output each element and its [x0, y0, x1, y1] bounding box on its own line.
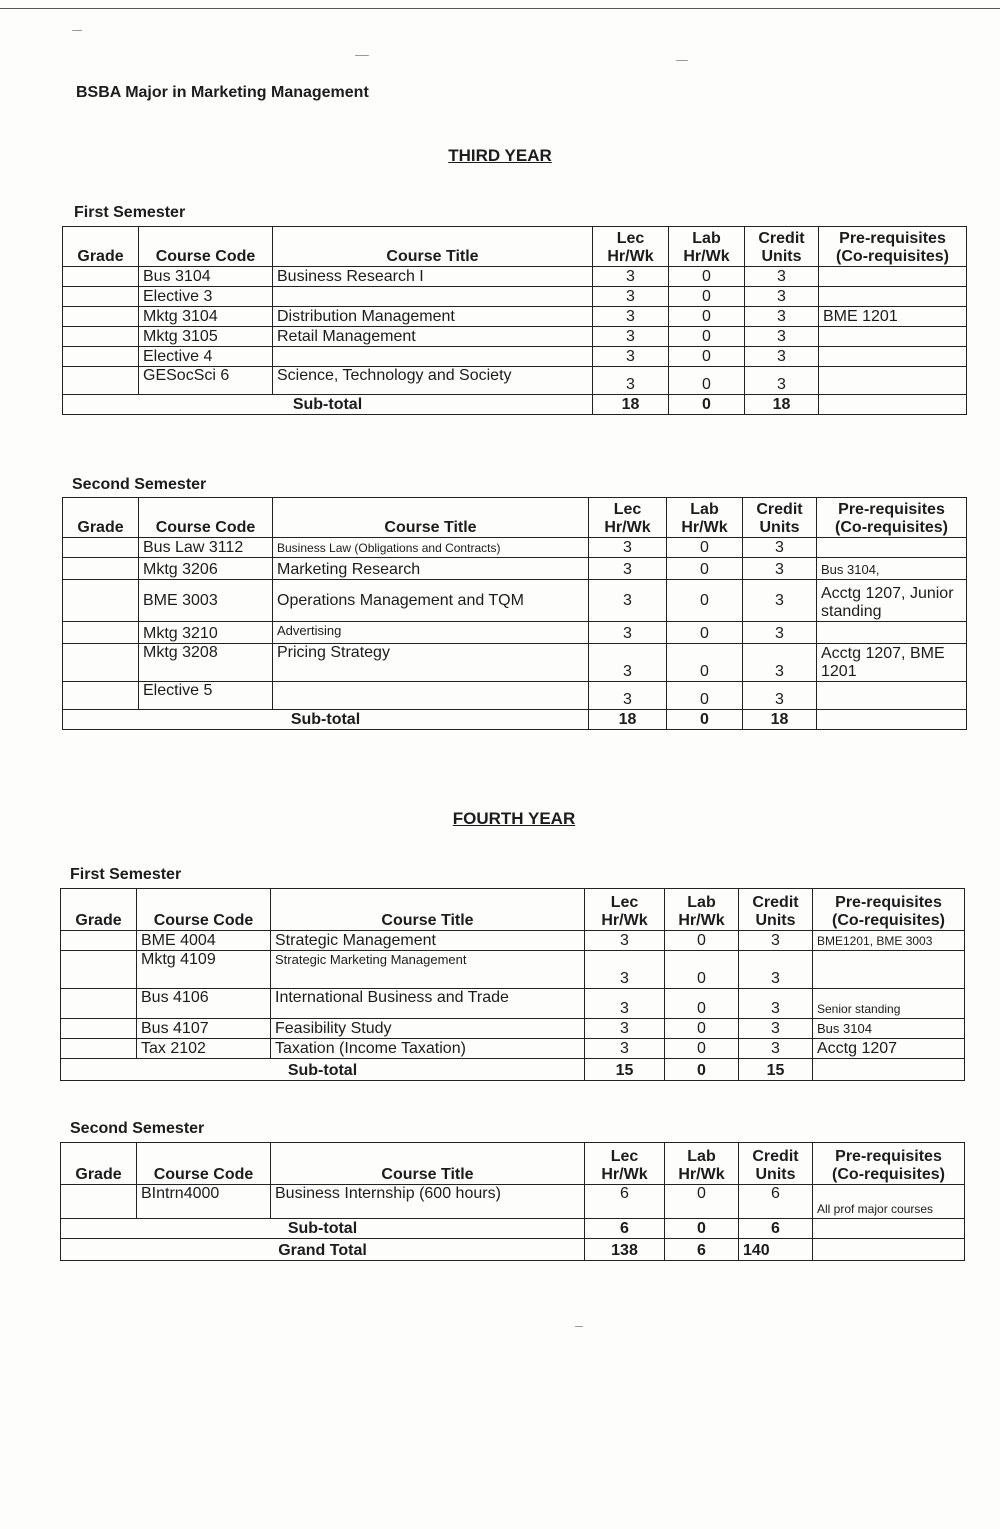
- lab-hours: 0: [667, 558, 743, 580]
- course-code: Mktg 3206: [139, 558, 273, 580]
- prerequisites: BME1201, BME 3003: [813, 931, 965, 951]
- semester-label: Second Semester: [70, 1120, 205, 1137]
- subtotal-prereq-empty: [813, 1219, 965, 1239]
- course-title: Business Research I: [273, 267, 593, 287]
- header-units: Credit Units: [739, 889, 813, 931]
- course-title: Operations Management and TQM: [273, 580, 589, 622]
- lec-hours: 3: [593, 347, 669, 367]
- top-border-line: [0, 8, 1000, 9]
- table-header-row: [61, 1143, 965, 1185]
- header-course-code: Course Code: [137, 889, 271, 931]
- lab-hours: 0: [667, 682, 743, 710]
- grade-cell: [63, 347, 139, 367]
- lab-hours: 0: [665, 1185, 739, 1219]
- header-grade: Grade: [61, 889, 137, 931]
- grade-cell: [61, 989, 137, 1019]
- course-code: Mktg 4109: [137, 951, 271, 989]
- lec-hours: 3: [589, 558, 667, 580]
- subtotal-prereq-empty: [819, 395, 967, 415]
- lec-hours: 3: [585, 1039, 665, 1059]
- credit-units: 3: [745, 327, 819, 347]
- lab-hours: 0: [665, 951, 739, 989]
- header-prereq: Pre-requisites (Co-requisites): [819, 227, 967, 267]
- header-prereq: Pre-requisites (Co-requisites): [813, 1143, 965, 1185]
- course-title: Science, Technology and Society: [273, 367, 593, 395]
- course-table-y3s2: [62, 497, 967, 730]
- credit-units: 3: [745, 307, 819, 327]
- prerequisites: [819, 347, 967, 367]
- table-row: [63, 538, 967, 558]
- lab-hours: 0: [665, 1019, 739, 1039]
- course-title: Taxation (Income Taxation): [271, 1039, 585, 1059]
- credit-units: 3: [739, 1039, 813, 1059]
- scan-speck: [355, 55, 369, 56]
- credit-units: 3: [739, 931, 813, 951]
- subtotal-label: Sub-total: [63, 395, 593, 415]
- subtotal-prereq-empty: [817, 710, 967, 730]
- table-header-row: [63, 498, 967, 538]
- credit-units: 3: [745, 267, 819, 287]
- grade-cell: [63, 538, 139, 558]
- table-row: [63, 622, 967, 644]
- document-title: BSBA Major in Marketing Management: [76, 84, 369, 101]
- course-code: GESocSci 6: [139, 367, 273, 395]
- prerequisites: [817, 622, 967, 644]
- prerequisites: [817, 682, 967, 710]
- header-lec: Lec Hr/Wk: [593, 227, 669, 267]
- subtotal-row: [61, 1219, 965, 1239]
- grade-cell: [63, 644, 139, 682]
- header-grade: Grade: [61, 1143, 137, 1185]
- course-title: International Business and Trade: [271, 989, 585, 1019]
- header-grade: Grade: [63, 498, 139, 538]
- grade-cell: [61, 931, 137, 951]
- grand-total-row: [61, 1239, 965, 1261]
- course-code: Bus 4106: [137, 989, 271, 1019]
- scan-speck: [72, 30, 82, 31]
- lec-hours: 3: [593, 287, 669, 307]
- lab-hours: 0: [669, 347, 745, 367]
- header-course-title: Course Title: [273, 227, 593, 267]
- grand-total-lec: 138: [585, 1239, 665, 1261]
- credit-units: 6: [739, 1185, 813, 1219]
- grade-cell: [63, 267, 139, 287]
- grand-total-units: 140: [739, 1239, 813, 1261]
- course-code: Bus 4107: [137, 1019, 271, 1039]
- course-code: Elective 3: [139, 287, 273, 307]
- prerequisites: Senior standing: [813, 989, 965, 1019]
- grade-cell: [63, 287, 139, 307]
- subtotal-label: Sub-total: [61, 1059, 585, 1081]
- credit-units: 3: [745, 287, 819, 307]
- lec-hours: 6: [585, 1185, 665, 1219]
- lab-hours: 0: [667, 644, 743, 682]
- grade-cell: [63, 307, 139, 327]
- table-row: [63, 367, 967, 395]
- lec-hours: 3: [585, 931, 665, 951]
- course-title: Business Law (Obligations and Contracts): [273, 538, 589, 558]
- course-title: Retail Management: [273, 327, 593, 347]
- course-table-y4s1: [60, 888, 965, 1081]
- grade-cell: [61, 1185, 137, 1219]
- course-code: BIntrn4000: [137, 1185, 271, 1219]
- course-title: Marketing Research: [273, 558, 589, 580]
- table-row: [63, 644, 967, 682]
- prerequisites: Acctg 1207: [813, 1039, 965, 1059]
- lec-hours: 3: [593, 267, 669, 287]
- table-header-row: [61, 889, 965, 931]
- lab-hours: 0: [667, 538, 743, 558]
- lec-hours: 3: [589, 538, 667, 558]
- course-title: Distribution Management: [273, 307, 593, 327]
- course-code: Mktg 3210: [139, 622, 273, 644]
- header-lab: Lab Hr/Wk: [665, 1143, 739, 1185]
- prerequisites: [819, 367, 967, 395]
- course-code: Mktg 3104: [139, 307, 273, 327]
- lab-hours: 0: [669, 367, 745, 395]
- credit-units: 3: [739, 951, 813, 989]
- header-prereq: Pre-requisites (Co-requisites): [813, 889, 965, 931]
- course-code: Bus Law 3112: [139, 538, 273, 558]
- subtotal-lab: 0: [665, 1059, 739, 1081]
- subtotal-units: 18: [743, 710, 817, 730]
- prerequisites: [819, 287, 967, 307]
- header-lab: Lab Hr/Wk: [669, 227, 745, 267]
- subtotal-row: [61, 1059, 965, 1081]
- subtotal-lab: 0: [667, 710, 743, 730]
- grade-cell: [61, 1039, 137, 1059]
- course-code: Mktg 3105: [139, 327, 273, 347]
- prerequisites: [819, 267, 967, 287]
- table-row: [63, 327, 967, 347]
- grade-cell: [61, 1019, 137, 1039]
- course-title: Feasibility Study: [271, 1019, 585, 1039]
- course-code: Elective 4: [139, 347, 273, 367]
- prerequisites: Acctg 1207, BME 1201: [817, 644, 967, 682]
- table-row: [61, 951, 965, 989]
- lab-hours: 0: [669, 267, 745, 287]
- table-row: [61, 1039, 965, 1059]
- table-row: [63, 580, 967, 622]
- credit-units: 3: [745, 367, 819, 395]
- lab-hours: 0: [667, 622, 743, 644]
- course-code: BME 4004: [137, 931, 271, 951]
- table-row: [63, 558, 967, 580]
- header-lec: Lec Hr/Wk: [585, 889, 665, 931]
- credit-units: 3: [743, 622, 817, 644]
- table-row: [63, 682, 967, 710]
- lec-hours: 3: [589, 682, 667, 710]
- subtotal-units: 15: [739, 1059, 813, 1081]
- credit-units: 3: [743, 558, 817, 580]
- grade-cell: [63, 558, 139, 580]
- header-course-title: Course Title: [271, 1143, 585, 1185]
- header-units: Credit Units: [739, 1143, 813, 1185]
- credit-units: 3: [743, 580, 817, 622]
- credit-units: 3: [743, 644, 817, 682]
- lec-hours: 3: [589, 644, 667, 682]
- course-title: [273, 682, 589, 710]
- lec-hours: 3: [585, 951, 665, 989]
- course-title: Pricing Strategy: [273, 644, 589, 682]
- subtotal-lec: 6: [585, 1219, 665, 1239]
- lab-hours: 0: [665, 989, 739, 1019]
- subtotal-lec: 18: [593, 395, 669, 415]
- course-table-y3s1: [62, 226, 967, 415]
- lab-hours: 0: [669, 307, 745, 327]
- grade-cell: [63, 367, 139, 395]
- scan-speck: [575, 1326, 583, 1327]
- header-units: Credit Units: [743, 498, 817, 538]
- grade-cell: [63, 622, 139, 644]
- header-course-code: Course Code: [137, 1143, 271, 1185]
- semester-label: First Semester: [70, 866, 182, 883]
- table-row: [63, 287, 967, 307]
- grade-cell: [63, 327, 139, 347]
- subtotal-lec: 15: [585, 1059, 665, 1081]
- lec-hours: 3: [593, 327, 669, 347]
- header-units: Credit Units: [745, 227, 819, 267]
- course-title: Strategic Management: [271, 931, 585, 951]
- lec-hours: 3: [593, 307, 669, 327]
- table-row: [61, 1185, 965, 1219]
- course-code: Mktg 3208: [139, 644, 273, 682]
- subtotal-units: 18: [745, 395, 819, 415]
- subtotal-row: [63, 710, 967, 730]
- subtotal-label: Sub-total: [61, 1219, 585, 1239]
- credit-units: 3: [743, 538, 817, 558]
- grade-cell: [63, 580, 139, 622]
- header-prereq: Pre-requisites (Co-requisites): [817, 498, 967, 538]
- subtotal-lab: 0: [665, 1219, 739, 1239]
- course-code: Elective 5: [139, 682, 273, 710]
- course-title: Strategic Marketing Management: [271, 951, 585, 989]
- prerequisites: Bus 3104,: [817, 558, 967, 580]
- course-title: [273, 347, 593, 367]
- header-lec: Lec Hr/Wk: [585, 1143, 665, 1185]
- prerequisites: All prof major courses: [813, 1185, 965, 1219]
- lec-hours: 3: [593, 367, 669, 395]
- subtotal-label: Sub-total: [63, 710, 589, 730]
- lab-hours: 0: [669, 327, 745, 347]
- lab-hours: 0: [669, 287, 745, 307]
- grand-total-label: Grand Total: [61, 1239, 585, 1261]
- course-title: Advertising: [273, 622, 589, 644]
- prerequisites: [817, 538, 967, 558]
- table-row: [61, 931, 965, 951]
- year-heading-fourth: FOURTH YEAR: [452, 809, 576, 828]
- table-row: [63, 267, 967, 287]
- grade-cell: [63, 682, 139, 710]
- course-code: Tax 2102: [137, 1039, 271, 1059]
- lab-hours: 0: [665, 1039, 739, 1059]
- course-title: [273, 287, 593, 307]
- prerequisites: BME 1201: [819, 307, 967, 327]
- year-heading-third: THIRD YEAR: [448, 146, 552, 165]
- header-course-title: Course Title: [271, 889, 585, 931]
- course-table-y4s2: [60, 1142, 965, 1261]
- credit-units: 3: [743, 682, 817, 710]
- grand-total-lab: 6: [665, 1239, 739, 1261]
- lab-hours: 0: [665, 931, 739, 951]
- prerequisites: Acctg 1207, Junior standing: [817, 580, 967, 622]
- lec-hours: 3: [585, 1019, 665, 1039]
- subtotal-prereq-empty: [813, 1059, 965, 1081]
- table-row: [61, 1019, 965, 1039]
- semester-label: Second Semester: [72, 476, 207, 493]
- lab-hours: 0: [667, 580, 743, 622]
- lec-hours: 3: [589, 622, 667, 644]
- prerequisites: Bus 3104: [813, 1019, 965, 1039]
- subtotal-row: [63, 395, 967, 415]
- lec-hours: 3: [589, 580, 667, 622]
- header-course-title: Course Title: [273, 498, 589, 538]
- table-header-row: [63, 227, 967, 267]
- subtotal-units: 6: [739, 1219, 813, 1239]
- table-row: [63, 347, 967, 367]
- course-code: Bus 3104: [139, 267, 273, 287]
- lec-hours: 3: [585, 989, 665, 1019]
- course-title: Business Internship (600 hours): [271, 1185, 585, 1219]
- header-course-code: Course Code: [139, 498, 273, 538]
- header-course-code: Course Code: [139, 227, 273, 267]
- grand-total-prereq-empty: [813, 1239, 965, 1261]
- header-lab: Lab Hr/Wk: [665, 889, 739, 931]
- scan-speck: [676, 60, 688, 61]
- subtotal-lec: 18: [589, 710, 667, 730]
- subtotal-lab: 0: [669, 395, 745, 415]
- grade-cell: [61, 951, 137, 989]
- table-row: [61, 989, 965, 1019]
- prerequisites: [813, 951, 965, 989]
- semester-label: First Semester: [74, 204, 186, 221]
- prerequisites: [819, 327, 967, 347]
- header-lec: Lec Hr/Wk: [589, 498, 667, 538]
- header-grade: Grade: [63, 227, 139, 267]
- course-code: BME 3003: [139, 580, 273, 622]
- credit-units: 3: [739, 989, 813, 1019]
- header-lab: Lab Hr/Wk: [667, 498, 743, 538]
- table-row: [63, 307, 967, 327]
- credit-units: 3: [739, 1019, 813, 1039]
- credit-units: 3: [745, 347, 819, 367]
